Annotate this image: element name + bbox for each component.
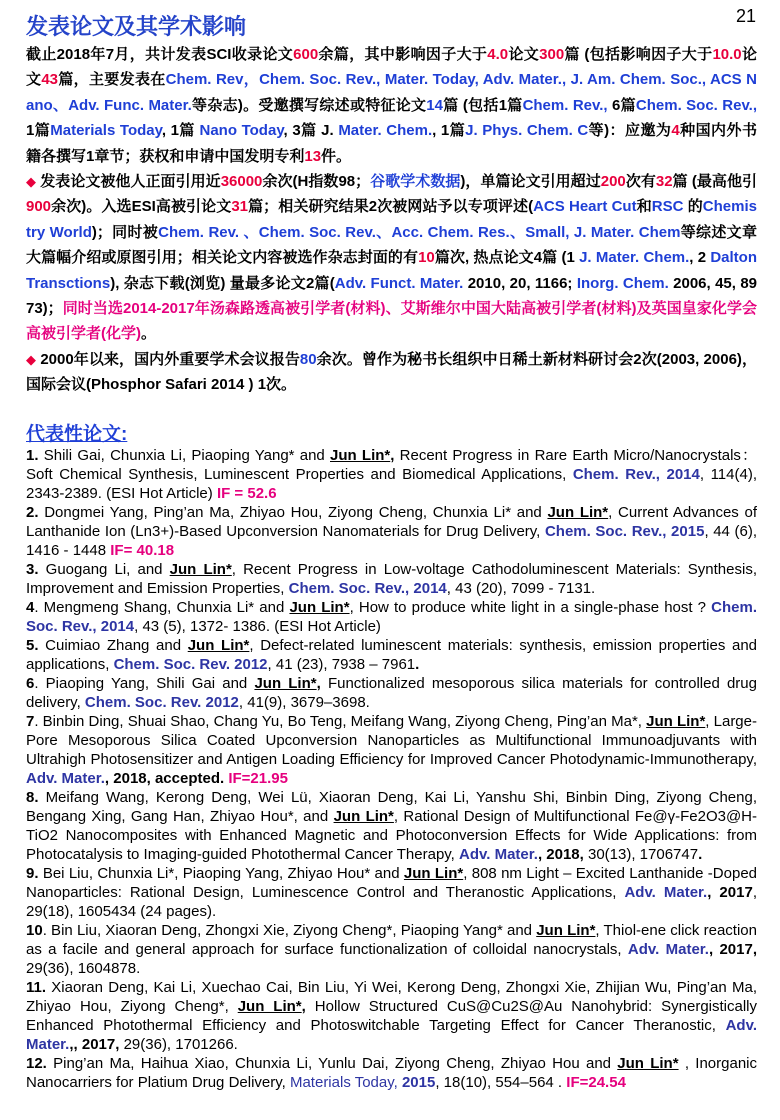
text-run: 30(13), 1706747 xyxy=(583,846,699,863)
text-run: , Current Advances of Lanthanide Ion (Ln3+)-Based Upconversion Nanomaterials for Drug Delivery, xyxy=(26,504,757,540)
text-run: 10 xyxy=(26,922,43,939)
text-run: , xyxy=(316,675,321,692)
text-run: . Binbin Ding, Shuai Shao, Chang Yu, Bo Teng, Meifang Wang, Ziyong Cheng, Ping’an Ma*, xyxy=(34,713,647,730)
text-run: , Thiol-ene click reaction as a facile and general approach for surface functionalization of colloidal nanocrystals, xyxy=(26,922,757,958)
text-run: Materials Today, xyxy=(289,1074,402,1091)
text-run: , Inorganic Nanocarriers for Platium Drug Delivery, xyxy=(26,1055,757,1091)
reference-item xyxy=(26,636,757,674)
text-run: , 41(9), 3679–3698. xyxy=(238,694,370,711)
text-run: 29(36), 1604878. xyxy=(26,960,141,977)
reference-item xyxy=(26,446,757,503)
text-run: Functionalized mesoporous silica materials for controlled drug delivery, xyxy=(26,675,757,711)
text-run: 600 xyxy=(293,46,319,63)
text-run: 论文 xyxy=(508,46,540,63)
text-run: , Large-Pore Mesoporous Silica Coated Upconversion Nanoparticles as Multifunctional Immunoadjuvants with Ultrahigh Photosensitizer and Antigen Loading Efficiency for Improved Cancer Photodynamic-Immunotherapy, xyxy=(26,713,757,768)
text-run: 篇 (包括1篇 xyxy=(442,96,523,114)
text-run: RSC xyxy=(651,198,684,216)
text-run: , 43 (5), 1372- 1386. (ESI Hot Article) xyxy=(134,618,381,635)
text-run: 篇 (最高他引 xyxy=(672,173,757,191)
text-run: 10 xyxy=(418,249,435,267)
text-run: 4 xyxy=(671,122,680,140)
summary-paragraph-citations xyxy=(26,169,757,347)
text-run: Bei Liu, Chunxia Li*, Piaoping Yang, Zhiyao Hou* and xyxy=(38,865,404,882)
text-run: IF= 40.18 xyxy=(110,542,175,559)
text-run: 谷歌学术数据 xyxy=(370,173,461,191)
reference-item xyxy=(26,560,757,598)
text-run: 12. xyxy=(26,1055,47,1072)
text-run: 6篇 xyxy=(607,96,636,114)
text-run: , 2 xyxy=(689,249,711,267)
text-run: 4 xyxy=(26,599,35,616)
text-run: Chem. Rev., 2014 xyxy=(572,466,700,483)
text-run: . Piaoping Yang, Shili Gai and xyxy=(34,675,255,692)
text-run: 余篇，其中影响因子大于 xyxy=(318,46,488,63)
paragraph-body xyxy=(26,173,757,342)
text-run: 300 xyxy=(539,46,565,63)
text-run: 等综述文章大篇幅介绍或原图引用；相关论文内容被选作杂志封面的有 xyxy=(26,223,757,267)
text-run: Adv. Funct. Mater. xyxy=(334,274,464,292)
highlighted-author: Jun Lin* xyxy=(187,637,250,654)
text-run: , 2017 xyxy=(707,884,753,901)
text-run: . Mengmeng Shang, Chunxia Li* and xyxy=(34,599,290,616)
text-run: , Recent Progress in Low-voltage Cathodoluminescent Materials: Synthesis, Improvement and Emission Properties, xyxy=(26,561,757,597)
text-run: 7 xyxy=(26,713,35,730)
reference-item xyxy=(26,1054,757,1092)
text-run: , xyxy=(390,447,395,464)
text-run: 900 xyxy=(26,198,52,216)
text-run: 种国内外书籍各撰写1章节；获权和申请中国发明专利 xyxy=(26,122,757,165)
text-run: 篇；相关研究结果2次被网站予以专项评述( xyxy=(248,198,534,216)
text-run: Dongmei Yang, Ping’an Ma, Zhiyao Hou, Ziyong Cheng, Chunxia Li* and xyxy=(38,504,548,521)
text-run: 1. xyxy=(26,447,39,464)
text-run: 11. xyxy=(26,979,47,996)
highlighted-author: Jun Lin* xyxy=(289,599,350,616)
highlighted-author: Jun Lin* xyxy=(330,447,391,464)
text-run: IF = 52.6 xyxy=(216,485,277,502)
highlighted-author: Jun Lin* xyxy=(547,504,609,521)
text-run: , 114(4), 2343-2389. (ESI Hot Article) xyxy=(26,466,757,502)
text-run: 13 xyxy=(304,147,322,165)
highlighted-author: Jun Lin* xyxy=(254,675,317,692)
text-run: Chem. Rev., xyxy=(522,96,608,114)
bullet-diamond-icon: ◆ xyxy=(26,174,37,190)
section-heading: 代表性论文: xyxy=(26,424,128,445)
text-run: Hollow Structured CuS@Cu2S@Au Nanohybrid: Synergistically Enhanced Photothermal Efficiency and Photoswitchable Targeting Effect for Cancer Theranostic, xyxy=(26,998,757,1034)
text-run: J. Phys. Chem. C xyxy=(465,122,589,140)
text-run: Guogang Li, and xyxy=(38,561,170,578)
text-run: )；同时被 xyxy=(91,223,159,241)
text-run: 1篇 xyxy=(26,122,51,140)
text-run: 篇次, 热点论文4篇 (1 xyxy=(434,249,580,267)
highlighted-author: Jun Lin* xyxy=(403,865,464,882)
text-run: Recent Progress in Rare Earth Micro/Nanocrystals：Soft Chemical Synthesis, Luminescent Properties and Biomedical Applications, xyxy=(26,447,757,483)
text-run: Adv. Mater. xyxy=(459,846,538,863)
text-run: 篇 (包括影响因子大于 xyxy=(564,46,713,63)
text-run: 9. xyxy=(26,865,39,882)
highlighted-author: Jun Lin* xyxy=(333,808,394,825)
text-run: 8. xyxy=(26,789,39,806)
text-run: Xiaoran Deng, Kai Li, Xuechao Cai, Bin Liu, Yi Wei, Kerong Deng, Zhongxi Xie, Zhijian Wu, Ping’an Ma, Zhiyao Hou, Ziyong Cheng*, xyxy=(26,979,757,1015)
text-run: Shili Gai, Chunxia Li, Piaoping Yang* and xyxy=(38,447,331,464)
text-run: 2. xyxy=(26,504,39,521)
highlighted-author: Jun Lin* xyxy=(536,922,596,939)
reference-item xyxy=(26,503,757,560)
text-run: 和 xyxy=(636,198,652,216)
reference-list xyxy=(26,446,757,1118)
text-run: Adv. Mater. xyxy=(26,770,105,787)
text-run: J. Mater. Chem. xyxy=(579,249,690,267)
text-run: IF=21.95 xyxy=(228,770,288,787)
summary-paragraph-publications xyxy=(26,42,757,169)
text-run: . xyxy=(698,846,703,863)
text-run: , 2018, xyxy=(537,846,584,863)
text-run: 2015 xyxy=(401,1074,436,1091)
reference-item xyxy=(26,864,757,921)
text-run: 36000 xyxy=(220,173,263,191)
text-run: , 1篇 xyxy=(161,122,200,140)
text-run: 6 xyxy=(26,675,35,692)
text-run: , Defect-related luminescent materials: synthesis, emission properties and applications, xyxy=(26,637,757,673)
text-run: Inorg. Chem. xyxy=(576,274,669,292)
text-run: Chem. Soc. Rev. 2012 xyxy=(113,656,268,673)
text-run: . xyxy=(415,656,420,673)
reference-item xyxy=(26,712,757,788)
text-run: , 808 nm Light – Excited Lanthanide -Doped Nanoparticles: Rational Design, Luminescence Control and Theranostic Applications, xyxy=(26,865,757,901)
text-run: 。 xyxy=(141,325,157,343)
text-run: Chem. Rev. 、Chem. Soc. Rev.、Acc. Chem. Res.、Small, J. Mater. Chem xyxy=(158,223,681,241)
text-run: Mater. Chem. xyxy=(338,122,433,140)
text-run: Chem. Soc. Rev., 2014 xyxy=(288,580,447,597)
text-run: , 18(10), 554–564 . xyxy=(435,1074,567,1091)
text-run: , 29(18), 1605434 (24 pages). xyxy=(26,884,757,920)
text-run: 论文 xyxy=(26,46,757,89)
text-run: , How to produce white light in a single-phase host ? xyxy=(349,599,712,616)
text-run: 80 xyxy=(299,350,317,368)
text-run: Dalton Transctions xyxy=(26,249,757,292)
text-run: 余次)。入选ESI高被引论文 xyxy=(51,198,232,216)
text-run: IF=24.54 xyxy=(566,1074,626,1091)
text-run: , 2017, xyxy=(708,941,757,958)
text-run: Nano Today xyxy=(199,122,284,140)
highlighted-author: Jun Lin* xyxy=(617,1055,679,1072)
reference-item xyxy=(26,921,757,978)
text-run: 10.0 xyxy=(712,46,742,63)
text-run: 件。 xyxy=(321,147,352,165)
text-run: Cuimiao Zhang and xyxy=(38,637,188,654)
text-run: , xyxy=(301,998,306,1015)
text-run: , 3篇 J. xyxy=(283,122,339,140)
text-run: , 43 (20), 7099 - 7131. xyxy=(446,580,596,597)
text-run: 43 xyxy=(41,71,59,89)
text-run: 2010, 20, 1166; xyxy=(463,274,577,292)
text-run: 等)：应邀为 xyxy=(588,122,672,140)
text-run: 等杂志)。受邀撰写综述或特征论文 xyxy=(191,96,427,114)
reference-item xyxy=(26,674,757,712)
text-run: 3. xyxy=(26,561,39,578)
text-run: Materials Today xyxy=(50,122,162,140)
bullet-diamond-icon: ◆ xyxy=(26,351,37,367)
highlighted-author: Jun Lin* xyxy=(169,561,232,578)
text-run: Chemistry World xyxy=(26,198,757,241)
page-number: 21 xyxy=(735,6,756,26)
text-run: 2006, 45, 8973)； xyxy=(26,274,758,318)
text-run: Adv. Mater. xyxy=(26,1017,757,1053)
text-run: Chem. Soc. Rev., 2014 xyxy=(26,599,757,635)
text-run: 200 xyxy=(600,173,626,191)
text-run: 的 xyxy=(683,198,703,216)
text-run: , Rational Design of Multifunctional Fe@γ-Fe2O3@H-TiO2 Nanocomposites with Enhanced Magnetic and Photoconversion Effects for Wide Applications: from Photocatalysis to Imaging-guided Photothermal Cancer Therapy, xyxy=(26,808,757,863)
text-run: 5. xyxy=(26,637,39,654)
paragraph-body xyxy=(26,351,757,393)
reference-item xyxy=(26,978,757,1054)
text-run: 31 xyxy=(231,198,249,216)
text-run: Meifang Wang, Kerong Deng, Wei Lü, Xiaoran Deng, Kai Li, Yanshu Shi, Binbin Ding, Ziyong Cheng, Bengang Xing, Gang Han, Zhiyao Hou*, and xyxy=(26,789,757,825)
text-run: 余次(H指数98； xyxy=(262,173,371,191)
text-run: 4.0 xyxy=(487,46,509,63)
highlighted-author: Jun Lin* xyxy=(646,713,706,730)
text-run: Ping’an Ma, Haihua Xiao, Chunxia Li, Yunlu Dai, Ziyong Cheng, Zhiyao Hou and xyxy=(46,1055,618,1072)
summary-section xyxy=(26,42,757,398)
text-run: , 41 (23), 7938 – 7961 xyxy=(267,656,416,673)
text-run: , 44 (6), 1416 - 1448 xyxy=(26,523,757,559)
reference-item xyxy=(26,598,757,636)
text-run: 同时当选2014-2017年汤森路透高被引学者(材料)、艾斯维尔中国大陆高被引学者(材料)及英国皇家化学会高被引学者(化学) xyxy=(26,300,757,343)
text-run: Chem. Soc. Rev., 2015 xyxy=(544,523,705,540)
text-run: . Bin Liu, Xiaoran Deng, Zhongxi Xie, Ziyong Cheng*, Piaoping Yang* and xyxy=(42,922,537,939)
text-run: 32 xyxy=(655,173,673,191)
text-run: 篇，主要发表在 xyxy=(58,71,166,89)
text-run: 2000年以来，国内外重要学术会议报告 xyxy=(36,350,300,368)
text-run: Adv. Mater. xyxy=(627,941,709,958)
text-run: Chem. Rev，Chem. Soc. Rev., Mater. Today, Adv. Mater., J. Am. Chem. Soc., ACS Nano、Adv. Func. Mater. xyxy=(26,71,757,114)
text-run: 截止2018年7月，共计发表SCI收录论文 xyxy=(26,46,294,63)
text-run: Adv. Mater. xyxy=(624,884,708,901)
highlighted-author: Jun Lin* xyxy=(237,998,302,1015)
text-run: 14 xyxy=(426,96,443,114)
text-run: Chem. Soc. Rev. 2012 xyxy=(84,694,239,711)
text-run: 29(36), 1701266. xyxy=(119,1036,238,1053)
text-run: 次有 xyxy=(625,173,656,191)
text-run: ), 杂志下载(浏览) 量最多论文2篇( xyxy=(110,274,335,292)
text-run: 发表论文被他人正面引用近 xyxy=(36,173,221,191)
text-run: ACS Heart Cut xyxy=(533,198,637,216)
reference-item xyxy=(26,788,757,864)
text-run: , 1篇 xyxy=(432,122,466,140)
text-run: Chem. Soc. Rev., xyxy=(635,96,758,114)
text-run: )，单篇论文引用超过 xyxy=(460,173,601,191)
text-run: , 2018, accepted. xyxy=(104,770,229,787)
text-run: ,, 2017, xyxy=(69,1036,120,1053)
text-run: 余次。曾作为秘书长组织中日稀土新材料研讨会2次(2003, 2006)，国际会议(Phosphor Safari 2014 ) 1次。 xyxy=(26,350,757,394)
page-title: 发表论文及其学术影响 xyxy=(26,14,247,39)
summary-paragraph-conferences xyxy=(26,347,757,398)
